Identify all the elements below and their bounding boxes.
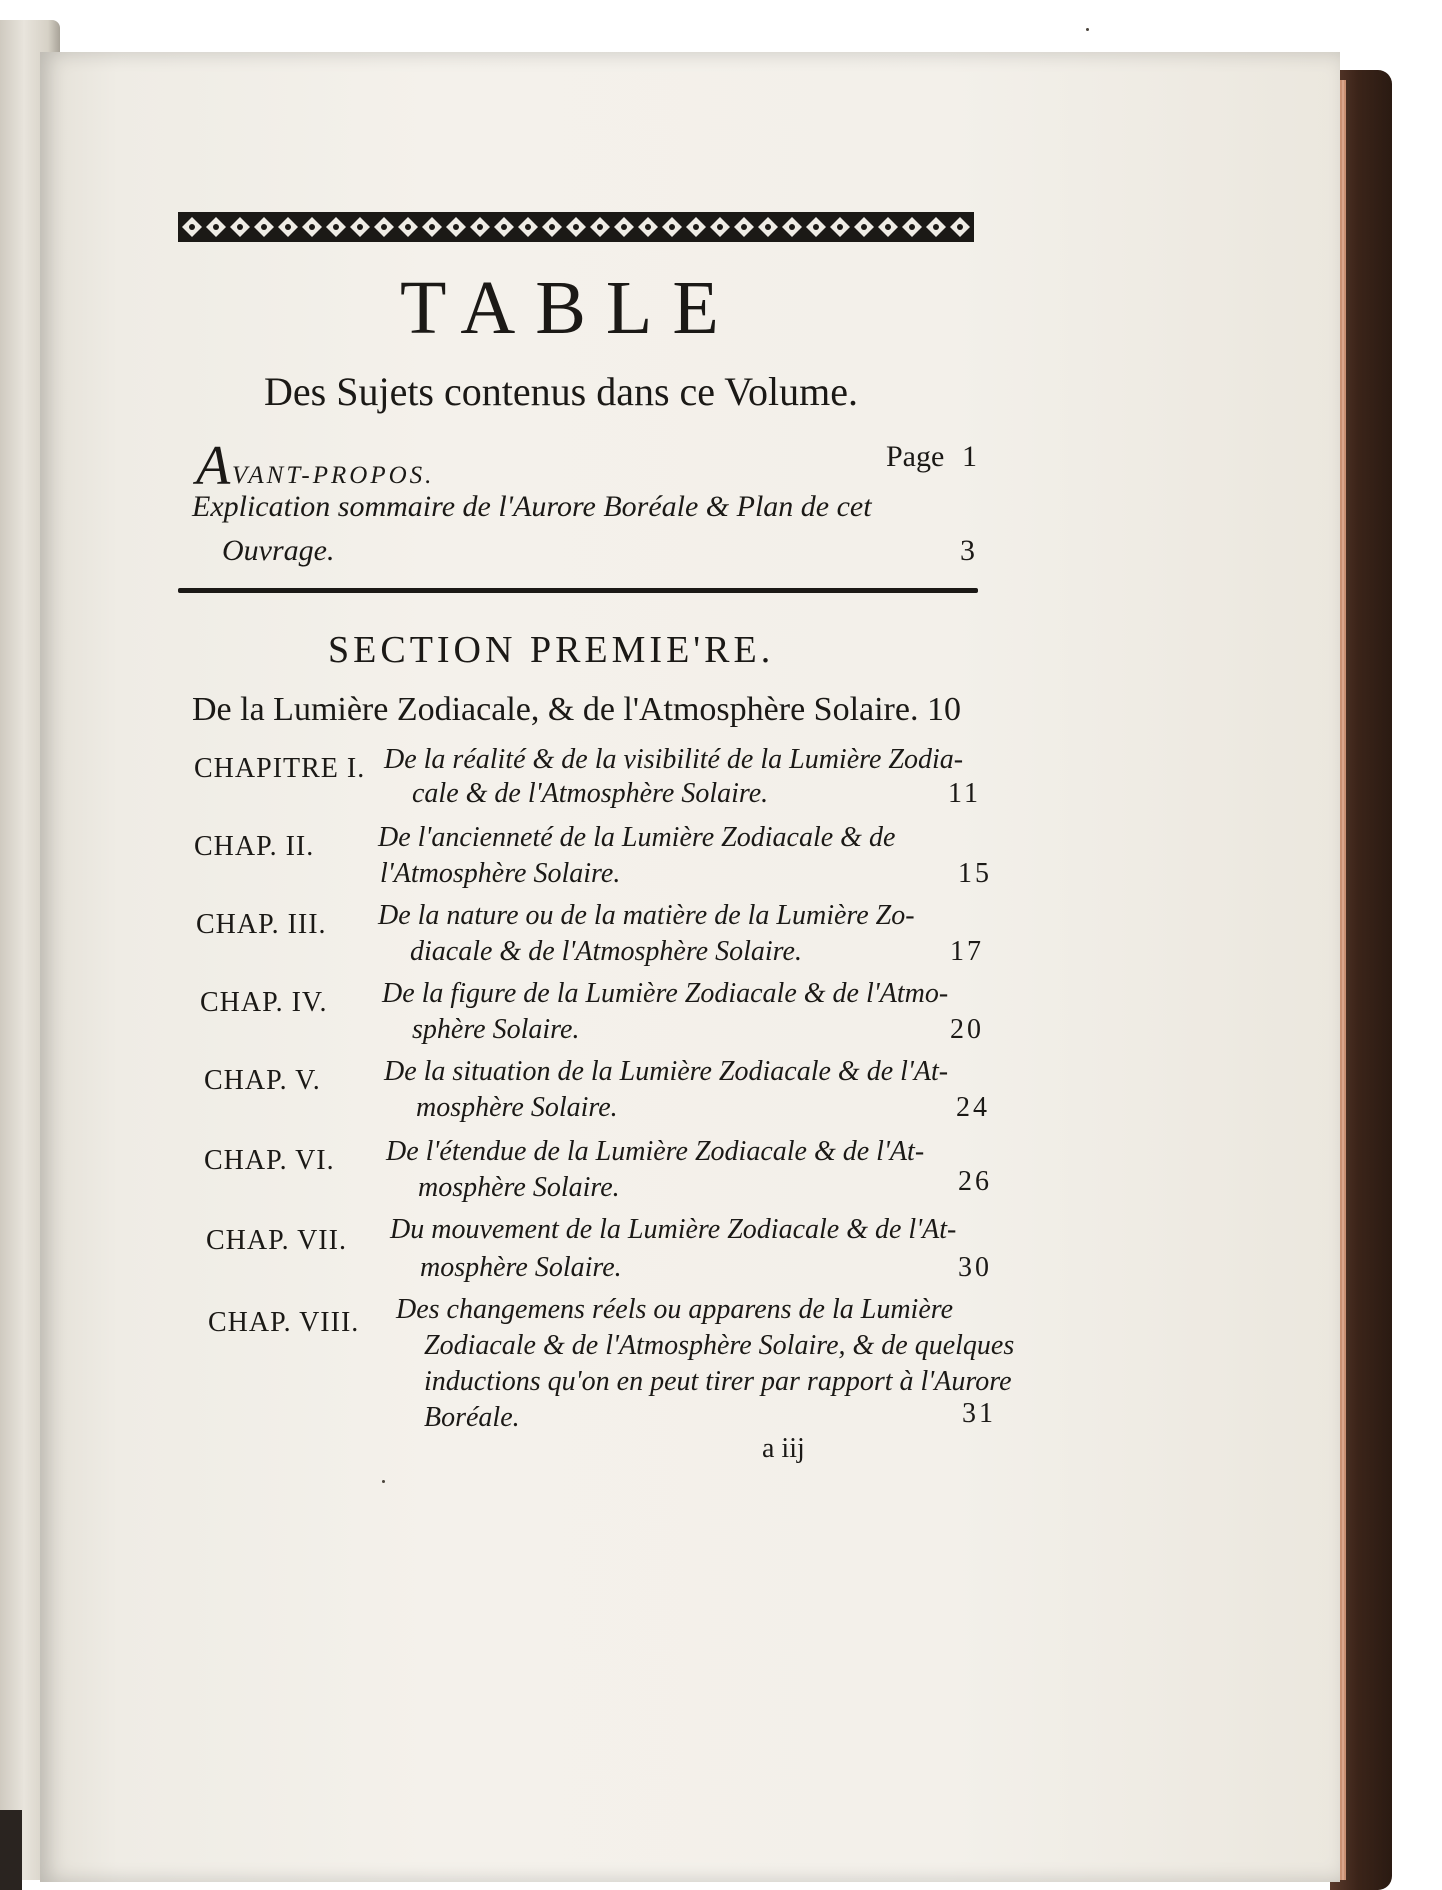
avant-propos-dropcap: A xyxy=(196,435,231,497)
chapter-line: diacale & de l'Atmosphère Solaire. xyxy=(410,936,802,967)
chapter-page: 20 xyxy=(950,1014,984,1045)
chapter-line: sphère Solaire. xyxy=(412,1014,580,1045)
chapter-line: Du mouvement de la Lumière Zodiacale & de l'At- xyxy=(390,1214,957,1245)
chapter-line: mosphère Solaire. xyxy=(418,1172,620,1203)
chapter-page: 31 xyxy=(962,1398,996,1429)
chapter-label: CHAP. V. xyxy=(204,1065,321,1096)
section-divider-rule xyxy=(178,588,978,593)
ornament-border xyxy=(178,212,974,242)
chapter-line: Des changemens réels ou apparens de la Lumière xyxy=(396,1294,954,1325)
paper-speck xyxy=(382,1480,385,1483)
chapter-line: inductions qu'on en peut tirer par rapport à l'Aurore xyxy=(424,1366,1012,1397)
chapter-line: Zodiacale & de l'Atmosphère Solaire, & de quelques xyxy=(424,1330,1015,1361)
chapter-line: De l'ancienneté de la Lumière Zodiacale & de xyxy=(378,822,896,853)
chapter-page: 11 xyxy=(948,778,981,809)
chapter-line: De la nature ou de la matière de la Lumière Zo- xyxy=(378,900,915,931)
avant-propos-page-label: Page xyxy=(886,440,945,473)
chapter-label: CHAP. VII. xyxy=(206,1225,347,1256)
avant-propos-label: VANT-PROPOS. xyxy=(232,462,435,489)
chapter-label: CHAP. VI. xyxy=(204,1145,335,1176)
chapter-line: mosphère Solaire. xyxy=(416,1092,618,1123)
chapter-page: 26 xyxy=(958,1166,992,1197)
chapter-page: 24 xyxy=(956,1092,990,1123)
chapter-line: De la situation de la Lumière Zodiacale & de l'At- xyxy=(384,1056,949,1087)
chapter-line: mosphère Solaire. xyxy=(420,1252,622,1283)
chapter-line: De l'étendue de la Lumière Zodiacale & de l'At- xyxy=(386,1136,925,1167)
chapter-label: CHAPITRE I. xyxy=(194,753,366,784)
chapter-line: l'Atmosphère Solaire. xyxy=(380,858,621,889)
chapter-page: 17 xyxy=(950,936,984,967)
explication-line-2: Ouvrage. xyxy=(222,534,335,567)
chapter-line: cale & de l'Atmosphère Solaire. xyxy=(412,778,769,809)
chapter-line: De la réalité & de la visibilité de la Lumière Zodia- xyxy=(384,744,964,775)
explication-line-1: Explication sommaire de l'Aurore Boréale & Plan de cet xyxy=(192,490,872,523)
chapter-label: CHAP. IV. xyxy=(200,987,328,1018)
paper-speck xyxy=(1086,28,1089,31)
chapter-line: De la figure de la Lumière Zodiacale & de l'Atmo- xyxy=(382,978,949,1009)
explication-page: 3 xyxy=(960,534,975,567)
chapter-label: CHAP. VIII. xyxy=(208,1307,360,1338)
chapter-page: 30 xyxy=(958,1252,992,1283)
signature-mark: a iij xyxy=(762,1433,805,1464)
section-subtitle: De la Lumière Zodiacale, & de l'Atmosphère Solaire. 10 xyxy=(192,691,961,728)
page-title: TABLE xyxy=(400,266,739,350)
chapter-label: CHAP. II. xyxy=(194,831,315,862)
page-subtitle: Des Sujets contenus dans ce Volume. xyxy=(264,369,859,414)
chapter-line: Boréale. xyxy=(424,1402,520,1433)
chapter-label: CHAP. III. xyxy=(196,909,327,940)
chapter-page: 15 xyxy=(958,858,992,889)
section-heading: SECTION PREMIE'RE. xyxy=(328,629,775,671)
avant-propos-page: 1 xyxy=(962,440,977,473)
left-cover-corner xyxy=(0,1810,22,1890)
